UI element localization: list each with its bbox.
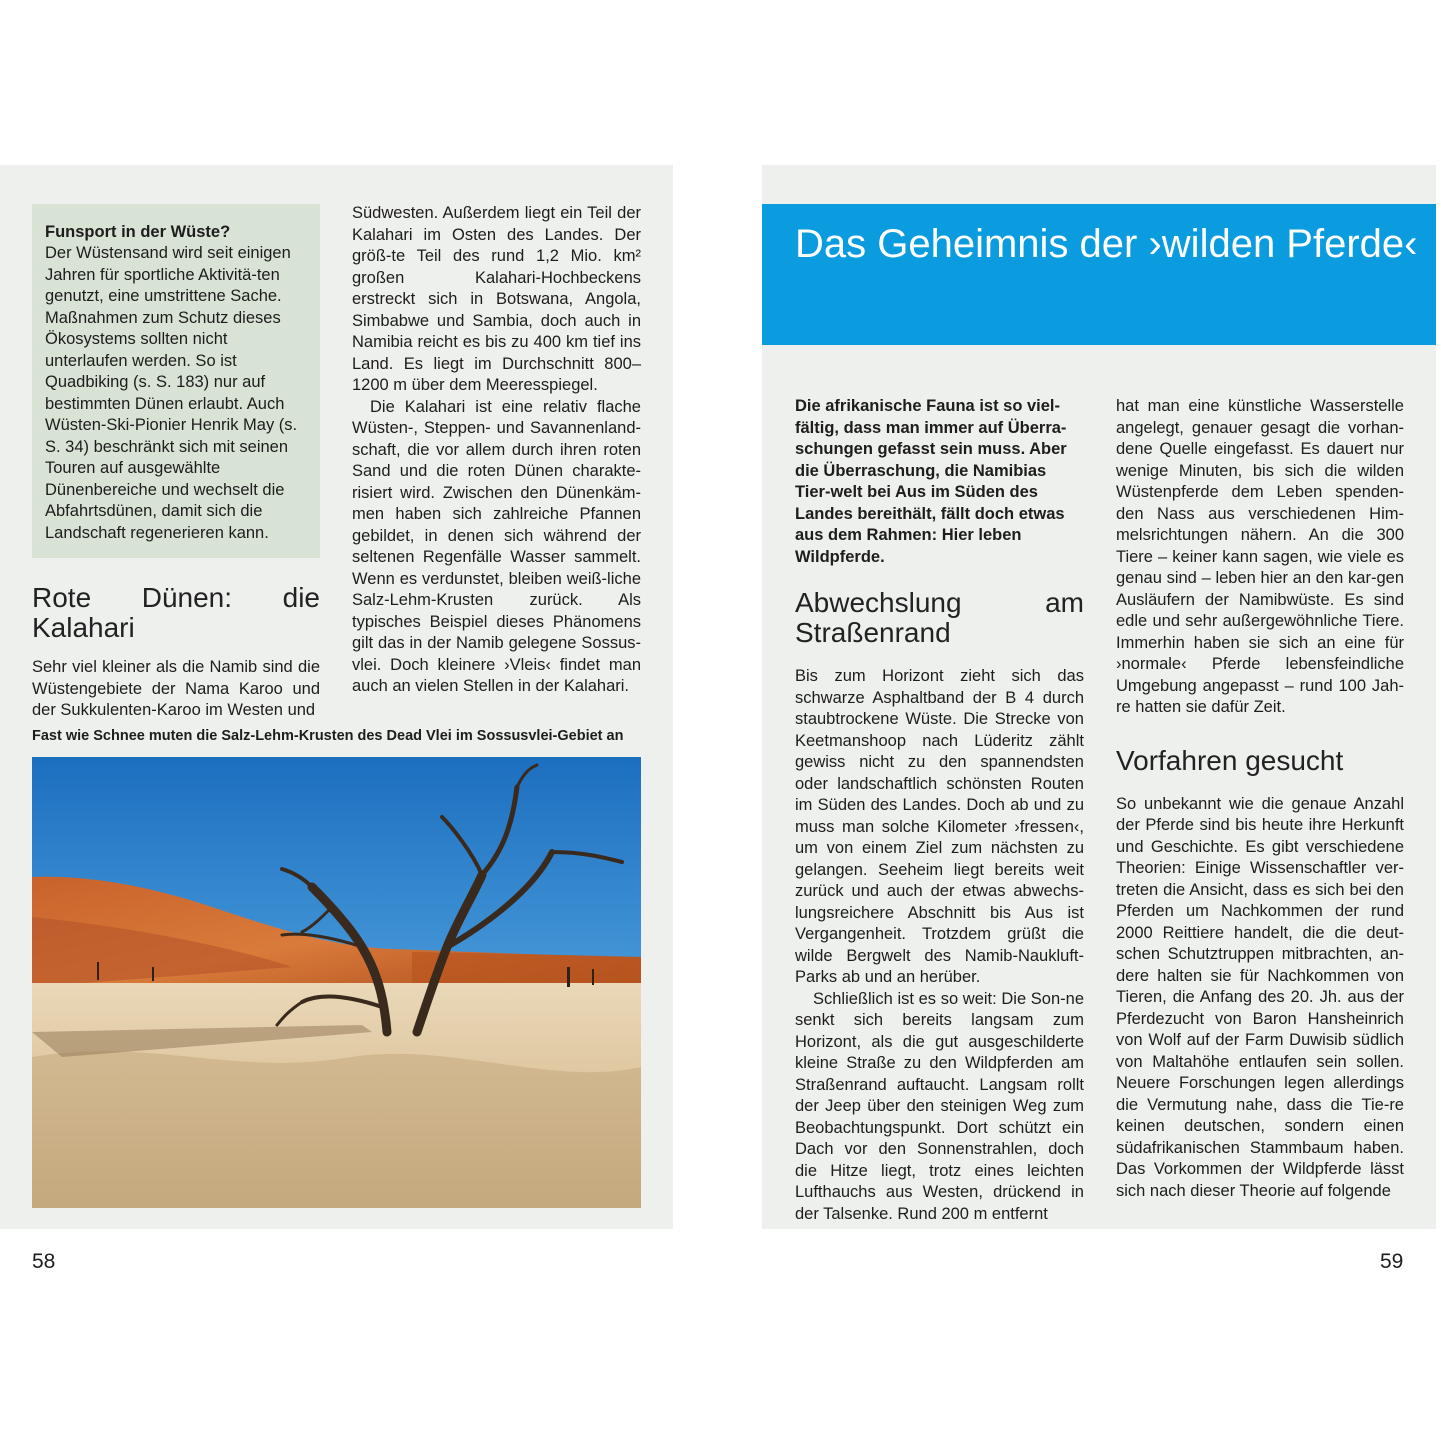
section-heading-abwechslung: Abwechslung am Straßenrand: [795, 587, 1084, 648]
body-paragraph: Sehr viel kleiner als die Namib sind die Wüstengebiete der Nama Karoo und der Sukkulenten-Karoo im Westen und: [32, 658, 320, 719]
photo-caption: Fast wie Schnee muten die Salz-Lehm-Krusten des Dead Vlei im Sossusvlei-Gebiet an: [32, 728, 624, 744]
dead-vlei-photo: [32, 757, 641, 1208]
info-box: [32, 204, 320, 558]
page-number-right: 59: [1380, 1250, 1404, 1273]
info-box-title: Funsport in der Wüste?: [45, 223, 231, 241]
chapter-title: Das Geheimnis der ›wilden Pferde‹: [795, 222, 1418, 266]
body-paragraph: So unbekannt wie die genaue Anzahl der Pferde sind bis heute ihre Herkunft und Geschichte. Es gibt verschiedene Theorien: Einige Wissenschaftler ver-treten die Ansicht, dass es sich bei den Pferden um Nachkommen der rund 2000 Reittiere handelt, die die deut-schen Schutztruppen mitbrachten, an-dere halten sie für Nachkommen von Tieren, die Anfang des 20. Jh. aus der Pferdezucht von Baron Hansheinrich von Wolf auf der Farm Duwisib südlich von Maltahöhe entlaufen sein sollen. Neuere Forschungen legen allerdings die Vermutung nahe, dass die Tie-re keinen deutschen, sondern einen südafrikanischen Stammbaum haben. Das Vorkommen der Wildpferde lässt sich nach dieser Theorie auf folgende: [1116, 794, 1404, 1200]
body-paragraph: hat man eine künstliche Wasserstelle angelegt, genauer gesagt die vorhan-dene Quelle eingefasst. Es dauert nur wenige Minuten, bis sich die wilden Wüstenpferde dem Leben spenden-den Nass aus verschiedenen Him-melsrichtungen nähern. An die 300 Tiere – keiner kann sagen, wie viele es genau sind – leben hier an den kar-gen Ausläufern der Namibwüste. Es sind edle und sehr außergewöhnliche Tiere. Immerhin haben sie sich an eine für ›normale‹ Pferde lebensfeindliche Umgebung angepasst – rund 100 Jah-re hatten sie dafür Zeit.: [1116, 397, 1404, 716]
title-band: [762, 204, 1436, 345]
lead-paragraph: Die afrikanische Fauna ist so viel-fältig, dass man immer auf Überra-schungen gefasst sein muss. Aber die Überraschung, die Namibias Tier-welt bei Aus im Süden des Landes bereithält, fällt doch etwas aus dem Rahmen: Hier leben Wildpferde.: [795, 397, 1067, 566]
right-column: [1116, 396, 1404, 1202]
right-page: [762, 165, 1436, 1229]
right-column: [352, 203, 641, 698]
body-paragraph: Südwesten. Außerdem liegt ein Teil der Kalahari im Osten des Landes. Der größ-te Teil des rund 1,2 Mio. km² großen Kalahari-Hochbeckens erstreckt sich in Botswana, Angola, Simbabwe und Sambia, doch auch in Namibia reicht es bis zu 400 km tief ins Land. Es liegt im Durchschnitt 800–1200 m über dem Meeresspiegel.: [352, 204, 641, 394]
left-page: [0, 165, 673, 1229]
section-heading-vorfahren: Vorfahren gesucht: [1116, 744, 1344, 776]
body-paragraph: Schließlich ist es so weit: Die Son-ne senkt sich bereits langsam zum Horizont, als die gut ausgeschilderte kleine Straße zu den Wildpferden am Straßenrand auftaucht. Langsam rollt der Jeep über den steinigen Weg zum Beobachtungspunkt. Dort schützt ein Dach vor den Sonnenstrahlen, doch die Hitze liegt, trotz eines leichten Lufthauchs aus Westen, drückend in der Talsenke. Rund 200 m entfernt: [795, 989, 1084, 1223]
section-heading-kalahari: Rote Dünen: die Kalahari: [32, 582, 320, 643]
body-paragraph: Bis zum Horizont zieht sich das schwarze Asphaltband der B 4 durch staubtrockene Wüste. Die Strecke von Keetmanshoop nach Lüderitz zählt gewiss nicht zu den spannendsten oder landschaftlich schönsten Routen im Süden des Landes. Doch ab und zu muss man solche Kilometer ›fressen‹, um von einem Ziel zum nächsten zu gelangen. Seeheim liegt bereits weit zurück und auch der etwas abwechs-lungsreichere Abschnitt bis Aus ist Vergangenheit. Trotzdem grüßt die wilde Bergwelt des Namib-Naukluft-Parks ab und an herüber.: [795, 667, 1084, 986]
info-box-text: Der Wüstensand wird seit einigen Jahren für sportliche Aktivitä-ten genutzt, eine umstrittene Sache. Maßnahmen zum Schutz dieses Ökosystems sollten nicht unterlaufen werden. So ist Quadbiking (s. S. 183) nur auf bestimmten Dünen erlaubt. Auch Wüsten-Ski-Pionier Henrik May (s. S. 34) beschränkt sich mit seinen Touren auf ausgewählte Dünenbereiche und wechselt die Abfahrtsdünen, damit sich die Landschaft regenerieren kann.: [45, 244, 298, 542]
body-paragraph: Die Kalahari ist eine relativ flache Wüsten-, Steppen- und Savannenland-schaft, die vor allem durch ihren roten Sand und die roten Dünen charakte-risiert wird. Zwischen den Dünenkäm-men haben sich zahlreiche Pfannen gebildet, in denen sich während der seltenen Regenfälle Wasser sammelt. Wenn es verdunstet, bleiben weiß-liche Salz-Lehm-Krusten zurück. Als typisches Beispiel dieses Phänomens gilt das in der Namib gelegene Sossus-vlei. Doch kleinere ›Vleis‹ findet man auch an vielen Stellen in der Kalahari.: [352, 397, 641, 695]
left-column: [795, 396, 1084, 1225]
page-number-left: 58: [32, 1250, 56, 1273]
left-column-lower: [32, 583, 320, 722]
